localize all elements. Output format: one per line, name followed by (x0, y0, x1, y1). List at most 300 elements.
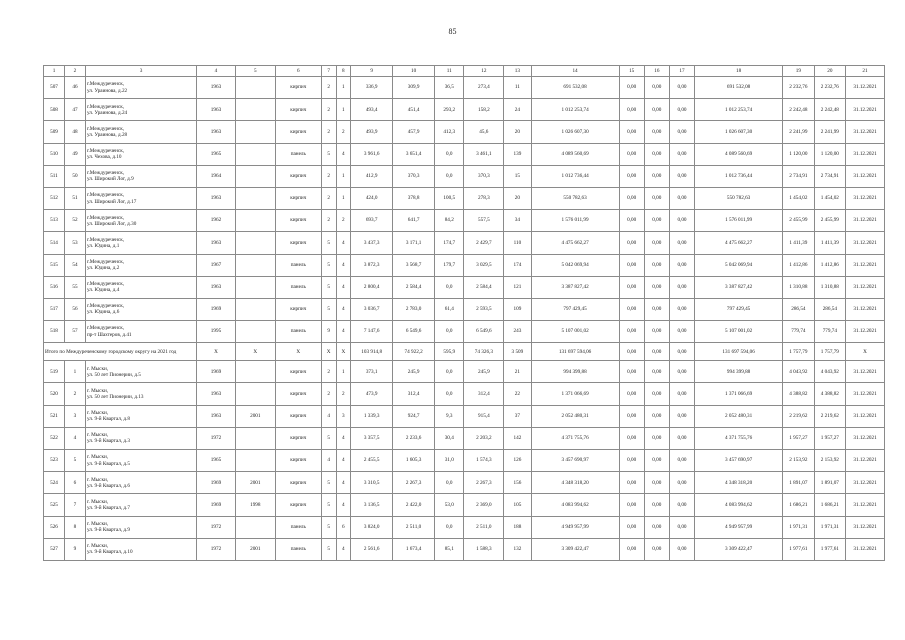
row-number: 523 (44, 450, 65, 472)
cell-col-20: 286,54 (814, 298, 845, 320)
cell-col-10: 6 549,6 (393, 321, 435, 343)
cell-col-8: 4 (336, 254, 351, 276)
cell-col-9: 336,9 (351, 77, 393, 99)
cell-col-14: 3 309 422,47 (531, 538, 619, 560)
cell-col-20: 2 241,99 (814, 121, 845, 143)
address-street: ул. Ураинова, д.24 (86, 109, 128, 116)
cell-col-9: 3 310,5 (351, 472, 393, 494)
cell-col-17: 0,00 (669, 321, 694, 343)
cell-col-11: 36,5 (435, 77, 464, 99)
table-row (44, 383, 885, 405)
total-col-6: X (275, 343, 321, 361)
cell-col-12: 1 588,3 (464, 538, 504, 560)
cell-col-10: 312,4 (393, 383, 435, 405)
cell-col-20: 1 454,02 (814, 187, 845, 209)
total-col-10: 74 922,2 (393, 343, 435, 361)
cell-col-20: 1 977,61 (814, 538, 845, 560)
address-cell (85, 210, 196, 232)
cell-col-7: 5 (321, 143, 336, 165)
cell-col-10: 3 568,7 (393, 254, 435, 276)
cell-col-6: кирпич (275, 77, 321, 99)
total-col-20: 1 757,79 (814, 343, 845, 361)
cell-col-13: 109 (504, 298, 531, 320)
address-city: г.Междуреченск, (86, 303, 125, 310)
cell-col-18: 4 475 662,27 (695, 232, 783, 254)
table-row (44, 210, 885, 232)
table-row (44, 165, 885, 187)
cell-col-21: 31.12.2021 (846, 538, 885, 560)
cell-col-18: 1 026 607,30 (695, 121, 783, 143)
cell-col-10: 451,4 (393, 99, 435, 121)
cell-col-6: кирпич (275, 427, 321, 449)
row-number: 511 (44, 165, 65, 187)
cell-col-8: 1 (336, 77, 351, 99)
address-cell (85, 405, 196, 427)
cell-col-20: 2 242,48 (814, 99, 845, 121)
total-col-15: 0,00 (619, 343, 644, 361)
address-cell (85, 516, 196, 538)
cell-col-20: 1 310,88 (814, 276, 845, 298)
total-col-4: X (197, 343, 236, 361)
cell-col-4: 1963 (197, 232, 236, 254)
cell-col-18: 4 371 755,76 (695, 427, 783, 449)
cell-col-8: 4 (336, 321, 351, 343)
address-city: г.Междуреченск, (86, 103, 125, 110)
cell-col-19: 2 219,62 (783, 405, 814, 427)
address-city: г.Междуреченск, (86, 236, 125, 243)
cell-col-15: 0,00 (619, 472, 644, 494)
cell-col-7: 5 (321, 298, 336, 320)
cell-col-13: 121 (504, 276, 531, 298)
cell-col-5: 2001 (235, 472, 275, 494)
cell-col-12: 3 461,1 (464, 143, 504, 165)
local-number: 53 (64, 232, 85, 254)
cell-col-17: 0,00 (669, 99, 694, 121)
cell-col-13: 174 (504, 254, 531, 276)
cell-col-12: 2 593,5 (464, 298, 504, 320)
address-city: г. Мыски, (86, 476, 109, 483)
cell-col-6: кирпич (275, 361, 321, 383)
cell-col-21: 31.12.2021 (846, 298, 885, 320)
cell-col-6: панель (275, 254, 321, 276)
cell-col-9: 3 036,7 (351, 298, 393, 320)
total-col-7: X (321, 343, 336, 361)
column-number-1: 1 (44, 66, 65, 77)
address-street: ул. 9-й Квартал, д.5 (86, 460, 130, 467)
cell-col-11: 9,3 (435, 405, 464, 427)
cell-col-12: 915,4 (464, 405, 504, 427)
address-street: ул. Ураинова, д.28 (86, 131, 128, 138)
cell-col-5 (235, 450, 275, 472)
cell-col-15: 0,00 (619, 121, 644, 143)
cell-col-16: 0,00 (644, 321, 669, 343)
cell-col-12: 2 267,3 (464, 472, 504, 494)
cell-col-9: 493,9 (351, 121, 393, 143)
cell-col-11: 0,0 (435, 383, 464, 405)
cell-col-14: 1 026 607,30 (531, 121, 619, 143)
cell-col-21: 31.12.2021 (846, 405, 885, 427)
row-number: 508 (44, 99, 65, 121)
cell-col-4: 1972 (197, 516, 236, 538)
cell-col-4: 1969 (197, 494, 236, 516)
address-city: г. Мыски, (86, 432, 109, 439)
total-col-19: 1 757,79 (783, 343, 814, 361)
cell-col-17: 0,00 (669, 472, 694, 494)
row-number: 521 (44, 405, 65, 427)
address-cell (85, 276, 196, 298)
row-number: 515 (44, 254, 65, 276)
cell-col-4: 1965 (197, 450, 236, 472)
column-number-7: 7 (321, 66, 336, 77)
cell-col-9: 7 147,6 (351, 321, 393, 343)
row-number: 517 (44, 298, 65, 320)
cell-col-13: 156 (504, 472, 531, 494)
total-col-14: 131 697 594,06 (531, 343, 619, 361)
cell-col-17: 0,00 (669, 427, 694, 449)
cell-col-19: 1 412,86 (783, 254, 814, 276)
address-cell (85, 361, 196, 383)
cell-col-16: 0,00 (644, 77, 669, 99)
cell-col-6: кирпич (275, 494, 321, 516)
column-number-6: 6 (275, 66, 321, 77)
cell-col-20: 2 232,76 (814, 77, 845, 99)
cell-col-17: 0,00 (669, 516, 694, 538)
cell-col-20: 1 957,27 (814, 427, 845, 449)
cell-col-6: кирпич (275, 187, 321, 209)
cell-col-19: 4 388,82 (783, 383, 814, 405)
cell-col-21: 31.12.2021 (846, 187, 885, 209)
column-number-20: 20 (814, 66, 845, 77)
row-number: 510 (44, 143, 65, 165)
cell-col-16: 0,00 (644, 538, 669, 560)
address-street: ул. Чехова, д.10 (86, 154, 122, 161)
cell-col-21: 31.12.2021 (846, 99, 885, 121)
cell-col-8: 1 (336, 99, 351, 121)
cell-col-13: 21 (504, 361, 531, 383)
column-number-4: 4 (197, 66, 236, 77)
local-number: 50 (64, 165, 85, 187)
cell-col-19: 1 411,39 (783, 232, 814, 254)
column-number-13: 13 (504, 66, 531, 77)
total-row (44, 343, 885, 361)
address-cell (85, 254, 196, 276)
cell-col-20: 2 219,62 (814, 405, 845, 427)
cell-col-8: 4 (336, 427, 351, 449)
cell-col-21: 31.12.2021 (846, 383, 885, 405)
cell-col-6: кирпич (275, 472, 321, 494)
address-street: ул. 9-й Квартал, д.3 (86, 438, 130, 445)
cell-col-11: 0,0 (435, 516, 464, 538)
cell-col-19: 1 971,31 (783, 516, 814, 538)
total-col-11: 595,9 (435, 343, 464, 361)
cell-col-16: 0,00 (644, 361, 669, 383)
address-city: г.Междуреченск, (86, 125, 125, 132)
cell-col-7: 2 (321, 121, 336, 143)
column-number-10: 10 (393, 66, 435, 77)
cell-col-21: 31.12.2021 (846, 494, 885, 516)
address-street: ул. Широкий Лог, д.30 (86, 220, 137, 227)
address-city: г.Междуреченск, (86, 214, 125, 221)
cell-col-20: 779,74 (814, 321, 845, 343)
cell-col-7: 2 (321, 99, 336, 121)
cell-col-13: 132 (504, 538, 531, 560)
cell-col-20: 1 686,21 (814, 494, 845, 516)
cell-col-17: 0,00 (669, 450, 694, 472)
table-row (44, 321, 885, 343)
total-col-12: 74 326,3 (464, 343, 504, 361)
cell-col-10: 2 267,3 (393, 472, 435, 494)
local-number: 48 (64, 121, 85, 143)
cell-col-13: 139 (504, 143, 531, 165)
cell-col-9: 473,9 (351, 383, 393, 405)
cell-col-13: 188 (504, 516, 531, 538)
cell-col-12: 245,9 (464, 361, 504, 383)
cell-col-17: 0,00 (669, 121, 694, 143)
cell-col-13: 24 (504, 99, 531, 121)
cell-col-21: 31.12.2021 (846, 361, 885, 383)
cell-col-4: 1969 (197, 472, 236, 494)
cell-col-4: 1963 (197, 121, 236, 143)
cell-col-5 (235, 121, 275, 143)
cell-col-17: 0,00 (669, 143, 694, 165)
cell-col-20: 2 153,92 (814, 450, 845, 472)
cell-col-13: 110 (504, 232, 531, 254)
cell-col-19: 2 232,76 (783, 77, 814, 99)
cell-col-21: 31.12.2021 (846, 472, 885, 494)
cell-col-15: 0,00 (619, 450, 644, 472)
cell-col-20: 2 455,99 (814, 210, 845, 232)
cell-col-21: 31.12.2021 (846, 232, 885, 254)
total-col-16: 0,00 (644, 343, 669, 361)
table-row (44, 405, 885, 427)
total-col-13: 3 509 (504, 343, 531, 361)
total-col-8: X (336, 343, 351, 361)
row-number: 512 (44, 187, 65, 209)
cell-col-21: 31.12.2021 (846, 210, 885, 232)
address-street: ул. Широкий Лог, д.9 (86, 176, 134, 183)
cell-col-18: 797 429,45 (695, 298, 783, 320)
cell-col-16: 0,00 (644, 121, 669, 143)
cell-col-7: 2 (321, 383, 336, 405)
address-city: г. Мыски, (86, 498, 109, 505)
cell-col-5 (235, 383, 275, 405)
cell-col-11: 412,3 (435, 121, 464, 143)
cell-col-15: 0,00 (619, 321, 644, 343)
address-cell (85, 298, 196, 320)
row-number: 516 (44, 276, 65, 298)
cell-col-11: 0,0 (435, 321, 464, 343)
cell-col-16: 0,00 (644, 232, 669, 254)
cell-col-13: 126 (504, 450, 531, 472)
cell-col-14: 4 371 755,76 (531, 427, 619, 449)
address-cell (85, 450, 196, 472)
cell-col-14: 3 457 690,97 (531, 450, 619, 472)
cell-col-12: 45,6 (464, 121, 504, 143)
cell-col-18: 550 782,63 (695, 187, 783, 209)
cell-col-11: 30,4 (435, 427, 464, 449)
address-cell (85, 232, 196, 254)
cell-col-21: 31.12.2021 (846, 276, 885, 298)
cell-col-7: 5 (321, 254, 336, 276)
cell-col-10: 370,3 (393, 165, 435, 187)
address-city: г. Мыски, (86, 410, 109, 417)
cell-col-14: 2 052 480,31 (531, 405, 619, 427)
address-city: г. Мыски, (86, 543, 109, 550)
cell-col-15: 0,00 (619, 276, 644, 298)
cell-col-17: 0,00 (669, 276, 694, 298)
cell-col-5 (235, 99, 275, 121)
total-col-9: 103 914,8 (351, 343, 393, 361)
cell-col-16: 0,00 (644, 99, 669, 121)
cell-col-8: 4 (336, 143, 351, 165)
cell-col-8: 3 (336, 405, 351, 427)
address-street: ул. Юдина, д.4 (86, 287, 120, 294)
cell-col-8: 4 (336, 472, 351, 494)
cell-col-10: 2 511,0 (393, 516, 435, 538)
row-number: 522 (44, 427, 65, 449)
cell-col-18: 4 949 957,99 (695, 516, 783, 538)
column-number-11: 11 (435, 66, 464, 77)
address-cell (85, 383, 196, 405)
cell-col-10: 641,7 (393, 210, 435, 232)
cell-col-19: 1 957,27 (783, 427, 814, 449)
cell-col-20: 1 971,31 (814, 516, 845, 538)
cell-col-8: 1 (336, 187, 351, 209)
column-number-21: 21 (846, 66, 885, 77)
cell-col-11: 31,0 (435, 450, 464, 472)
local-number: 4 (64, 427, 85, 449)
cell-col-10: 2 233,6 (393, 427, 435, 449)
cell-col-13: 15 (504, 165, 531, 187)
cell-col-12: 278,3 (464, 187, 504, 209)
cell-col-14: 1 576 011,99 (531, 210, 619, 232)
cell-col-16: 0,00 (644, 254, 669, 276)
address-street: ул. 9-й Квартал, д.10 (86, 549, 133, 556)
cell-col-18: 3 457 690,97 (695, 450, 783, 472)
cell-col-15: 0,00 (619, 405, 644, 427)
cell-col-10: 3 171,1 (393, 232, 435, 254)
cell-col-18: 691 532,08 (695, 77, 783, 99)
cell-col-8: 1 (336, 361, 351, 383)
address-cell (85, 121, 196, 143)
cell-col-21: 31.12.2021 (846, 165, 885, 187)
cell-col-17: 0,00 (669, 538, 694, 560)
table-row (44, 254, 885, 276)
local-number: 49 (64, 143, 85, 165)
table-row (44, 143, 885, 165)
cell-col-14: 550 782,63 (531, 187, 619, 209)
cell-col-13: 11 (504, 77, 531, 99)
cell-col-11: 0,0 (435, 165, 464, 187)
cell-col-17: 0,00 (669, 187, 694, 209)
column-number-2: 2 (64, 66, 85, 77)
cell-col-13: 34 (504, 210, 531, 232)
cell-col-21: 31.12.2021 (846, 254, 885, 276)
cell-col-5 (235, 321, 275, 343)
cell-col-16: 0,00 (644, 427, 669, 449)
column-number-9: 9 (351, 66, 393, 77)
cell-col-10: 309,9 (393, 77, 435, 99)
cell-col-8: 2 (336, 383, 351, 405)
cell-col-5: 2001 (235, 538, 275, 560)
cell-col-11: 174,7 (435, 232, 464, 254)
cell-col-10: 3 651,4 (393, 143, 435, 165)
address-street: ул. 50 лет Пионерии, д.5 (86, 371, 141, 378)
cell-col-14: 4 083 994,62 (531, 494, 619, 516)
cell-col-11: 100,5 (435, 187, 464, 209)
cell-col-15: 0,00 (619, 427, 644, 449)
column-number-12: 12 (464, 66, 504, 77)
cell-col-9: 1 339,3 (351, 405, 393, 427)
row-number: 525 (44, 494, 65, 516)
total-col-21: X (846, 343, 885, 361)
column-number-5: 5 (235, 66, 275, 77)
cell-col-17: 0,00 (669, 405, 694, 427)
cell-col-5 (235, 361, 275, 383)
table-row (44, 472, 885, 494)
cell-col-11: 0,0 (435, 276, 464, 298)
cell-col-12: 273,4 (464, 77, 504, 99)
cell-col-13: 20 (504, 121, 531, 143)
cell-col-13: 243 (504, 321, 531, 343)
page-number: 85 (448, 27, 457, 36)
local-number: 3 (64, 405, 85, 427)
local-number: 5 (64, 450, 85, 472)
cell-col-12: 3 029,5 (464, 254, 504, 276)
table-row (44, 361, 885, 383)
cell-col-16: 0,00 (644, 210, 669, 232)
cell-col-4: 1995 (197, 321, 236, 343)
address-street: ул. Юдина, д.1 (86, 242, 120, 249)
cell-col-6: кирпич (275, 450, 321, 472)
cell-col-11: 84,2 (435, 210, 464, 232)
cell-col-21: 31.12.2021 (846, 77, 885, 99)
cell-col-5 (235, 143, 275, 165)
cell-col-18: 2 052 480,31 (695, 405, 783, 427)
cell-col-20: 4 043,92 (814, 361, 845, 383)
cell-col-12: 370,3 (464, 165, 504, 187)
local-number: 6 (64, 472, 85, 494)
address-street: пр-т Шахтеров, д.41 (86, 331, 132, 338)
cell-col-6: кирпич (275, 298, 321, 320)
cell-col-8: 4 (336, 450, 351, 472)
cell-col-9: 2 455,5 (351, 450, 393, 472)
cell-col-7: 5 (321, 232, 336, 254)
table-row (44, 516, 885, 538)
cell-col-4: 1963 (197, 187, 236, 209)
table-row (44, 427, 885, 449)
cell-col-16: 0,00 (644, 383, 669, 405)
cell-col-10: 378,8 (393, 187, 435, 209)
cell-col-10: 457,9 (393, 121, 435, 143)
address-city: г.Междуреченск, (86, 258, 125, 265)
cell-col-15: 0,00 (619, 494, 644, 516)
total-col-18: 131 697 594,06 (695, 343, 783, 361)
cell-col-10: 245,9 (393, 361, 435, 383)
cell-col-14: 4 348 318,20 (531, 472, 619, 494)
address-cell (85, 99, 196, 121)
cell-col-4: 1963 (197, 77, 236, 99)
address-city: г. Мыски, (86, 454, 109, 461)
local-number: 55 (64, 276, 85, 298)
cell-col-18: 1 012 736,44 (695, 165, 783, 187)
cell-col-9: 3 824,0 (351, 516, 393, 538)
cell-col-14: 4 475 662,27 (531, 232, 619, 254)
total-label: Итого по Междуреченскому городскому округу на 2021 год (44, 343, 197, 361)
cell-col-12: 158,2 (464, 99, 504, 121)
cell-col-12: 312,4 (464, 383, 504, 405)
cell-col-10: 924,7 (393, 405, 435, 427)
